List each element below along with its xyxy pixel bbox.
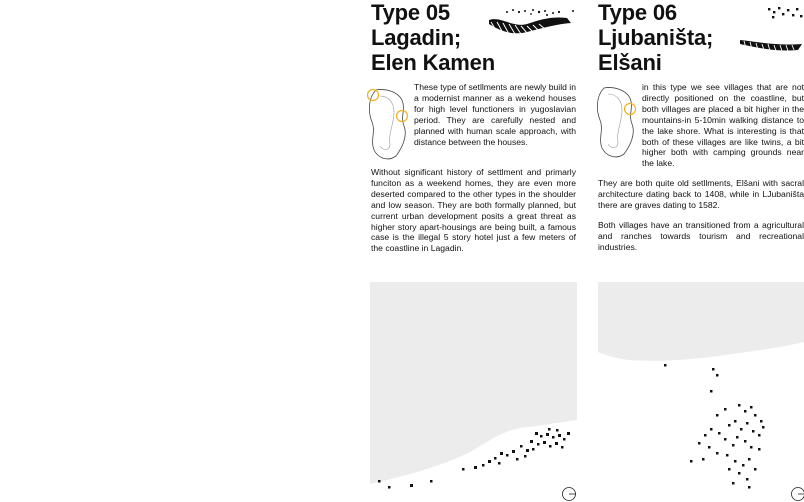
lagadin-map bbox=[370, 282, 577, 502]
coastline-sketch-icon bbox=[487, 6, 577, 36]
title-line-1: Type 05 bbox=[371, 0, 450, 25]
type-05-body: Without significant history of settlment and primarly funciton as a weekend homes, they are even more deserted compared to the other types in the shoulder and low season. They are both formally planned, but current urban development posits a great threat as higher story apart-housings are being built, a famous case is the illegal 5 story hotel just a few meters of the coastline in Lagadin. bbox=[371, 167, 576, 254]
north-arrow-icon bbox=[561, 486, 577, 502]
title-line-1: Type 06 bbox=[598, 0, 677, 25]
ljubanista-map bbox=[598, 282, 804, 502]
north-arrow-icon bbox=[790, 486, 804, 502]
title-line-2: Ljubaništa; bbox=[598, 25, 714, 50]
type-06-intro: in this type we see villages that are not directly positioned on the coastline, but both villages are placed a bit higher in the mountains-in 5-10min walking distance to the lake shore. What is interesting is that both of these villages are like twins, a bit higher both with camping grounds near the lake. bbox=[642, 82, 804, 169]
village-dots-sketch-icon bbox=[764, 4, 804, 22]
type-06-body-1: They are both quite old setllments, Elšani with sacral architecture dating back to 1408, while in LJubaništa there are graves dating to 1582. bbox=[598, 178, 804, 210]
lake-location-icon bbox=[366, 86, 410, 162]
lake-location-icon bbox=[594, 84, 638, 160]
title-line-3: Elen Kamen bbox=[371, 50, 495, 75]
type-05-intro: These type of setllments are newly build in a modernist manner as a wekend houses for high level functioners in yugoslavian period. They are carefully nested and planned with human scale approach, with distance between the houses. bbox=[414, 82, 576, 147]
type-06-body-2: Both villages have an transitioned from a agricultural and ranches towards tourism and recreational industries. bbox=[598, 220, 804, 252]
type-06-title bbox=[598, 0, 713, 75]
title-line-3: Elšani bbox=[598, 50, 662, 75]
type-05-title bbox=[371, 0, 495, 75]
title-line-2: Lagadin; bbox=[371, 25, 462, 50]
shore-sketch-icon bbox=[738, 36, 804, 54]
